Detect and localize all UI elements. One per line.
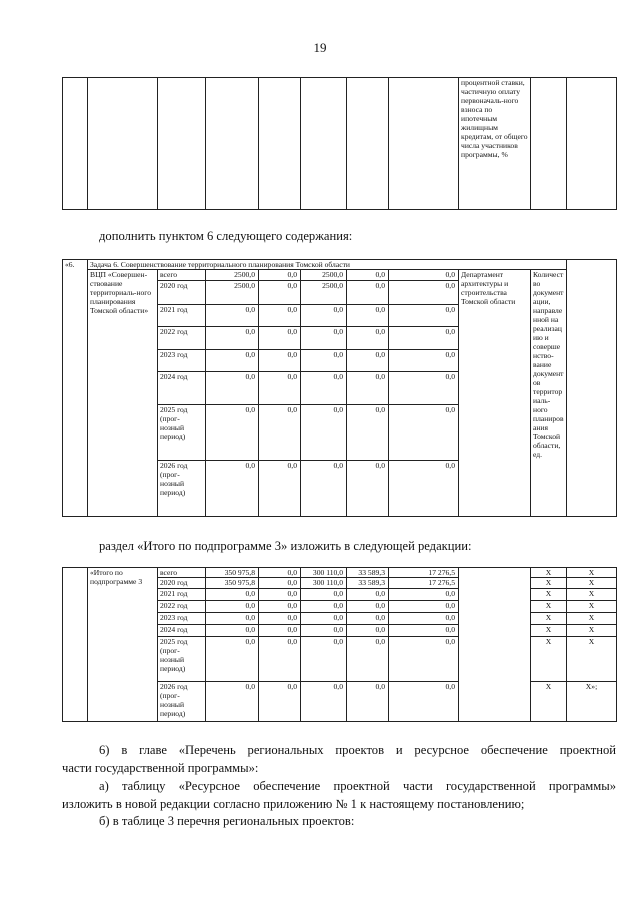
value-cell: 0,0 bbox=[259, 405, 301, 461]
value-cell: 0,0 bbox=[347, 372, 389, 405]
value-cell: 0,0 bbox=[347, 682, 389, 722]
year-cell: 2024 год bbox=[158, 372, 206, 405]
x-cell: X bbox=[531, 637, 567, 682]
value-cell: 0,0 bbox=[347, 461, 389, 517]
value-cell: 0,0 bbox=[259, 568, 301, 578]
year-cell: 2024 год bbox=[158, 625, 206, 637]
value-cell: 0,0 bbox=[301, 327, 347, 350]
year-cell: 2022 год bbox=[158, 601, 206, 613]
value-cell: 300 110,0 bbox=[301, 578, 347, 589]
value-cell: 17 276,5 bbox=[389, 578, 459, 589]
value-cell: 0,0 bbox=[389, 637, 459, 682]
value-cell: 0,0 bbox=[259, 461, 301, 517]
value-cell: 0,0 bbox=[301, 625, 347, 637]
value-cell: 0,0 bbox=[301, 405, 347, 461]
task6-number: «6. bbox=[63, 260, 88, 517]
value-cell: 0,0 bbox=[389, 270, 459, 281]
value-cell: 2500,0 bbox=[301, 281, 347, 305]
value-cell: 0,0 bbox=[259, 578, 301, 589]
x-cell: X bbox=[531, 601, 567, 613]
value-cell: 0,0 bbox=[347, 601, 389, 613]
paragraph-6a-line2: изложить в новой редакции согласно приложению № 1 к настоящему постановлению; bbox=[62, 797, 525, 811]
x-cell: X bbox=[567, 625, 617, 637]
value-cell: 0,0 bbox=[301, 637, 347, 682]
year-cell: 2020 год bbox=[158, 281, 206, 305]
year-cell: 2023 год bbox=[158, 613, 206, 625]
value-cell: 0,0 bbox=[259, 589, 301, 601]
value-cell: 0,0 bbox=[206, 327, 259, 350]
instruction-add-item: дополнить пунктом 6 следующего содержания: bbox=[99, 229, 353, 243]
value-cell: 2500,0 bbox=[206, 270, 259, 281]
x-cell: X bbox=[567, 613, 617, 625]
value-cell: 0,0 bbox=[301, 601, 347, 613]
value-cell: 0,0 bbox=[206, 682, 259, 722]
x-cell: X»; bbox=[567, 682, 617, 722]
value-cell: 0,0 bbox=[389, 625, 459, 637]
paragraph-6-line2: части государственной программы»: bbox=[62, 761, 259, 775]
total-subprogram-3-table bbox=[62, 567, 617, 722]
year-cell: 2025 год (прог-нозный период) bbox=[158, 405, 206, 461]
x-cell: X bbox=[567, 601, 617, 613]
value-cell: 0,0 bbox=[347, 327, 389, 350]
task6-title: Задача 6. Совершенствование территориального планирования Томской области bbox=[88, 260, 567, 270]
value-cell: 0,0 bbox=[347, 350, 389, 372]
year-cell: всего bbox=[158, 568, 206, 578]
value-cell: 350 975,8 bbox=[206, 568, 259, 578]
x-cell: X bbox=[567, 578, 617, 589]
value-cell: 0,0 bbox=[389, 589, 459, 601]
value-cell: 0,0 bbox=[389, 461, 459, 517]
page-number: 19 bbox=[313, 40, 327, 55]
value-cell: 0,0 bbox=[389, 613, 459, 625]
x-cell: X bbox=[531, 682, 567, 722]
value-cell: 0,0 bbox=[206, 461, 259, 517]
table-fragment-top bbox=[62, 77, 617, 210]
paragraph-6a-line1: а) таблицу «Ресурсное обеспечение проектной части государственной программы» bbox=[99, 779, 616, 793]
value-cell: 0,0 bbox=[389, 405, 459, 461]
task6-program: ВЦП «Совершен-ствование территориаль-ного планирования Томской области» bbox=[88, 270, 158, 517]
value-cell: 0,0 bbox=[259, 625, 301, 637]
total-label: «Итого по подпрограмме 3 bbox=[88, 568, 158, 722]
year-cell: 2023 год bbox=[158, 350, 206, 372]
value-cell: 33 589,3 bbox=[347, 578, 389, 589]
value-cell: 33 589,3 bbox=[347, 568, 389, 578]
value-cell: 0,0 bbox=[389, 281, 459, 305]
year-cell: всего bbox=[158, 270, 206, 281]
value-cell: 0,0 bbox=[347, 281, 389, 305]
value-cell: 0,0 bbox=[389, 305, 459, 327]
value-cell: 0,0 bbox=[259, 350, 301, 372]
value-cell: 17 276,5 bbox=[389, 568, 459, 578]
value-cell: 0,0 bbox=[347, 589, 389, 601]
value-cell: 0,0 bbox=[259, 613, 301, 625]
value-cell: 300 110,0 bbox=[301, 568, 347, 578]
value-cell: 0,0 bbox=[301, 461, 347, 517]
value-cell: 0,0 bbox=[389, 682, 459, 722]
task6-indicator: Количество документации, направленной на реализацию и совершенство-вание документов территориаль-ного планирования Томской области, ед. bbox=[531, 270, 567, 517]
value-cell: 0,0 bbox=[389, 327, 459, 350]
value-cell: 0,0 bbox=[259, 372, 301, 405]
value-cell: 2500,0 bbox=[206, 281, 259, 305]
x-cell: X bbox=[531, 625, 567, 637]
indicator-text: процентной ставки, частичную оплату первоначаль-ного взноса по ипотечным жилищным кредитам, от общего числа участников программы, % bbox=[459, 78, 531, 210]
task6-table bbox=[62, 259, 617, 517]
value-cell: 0,0 bbox=[347, 270, 389, 281]
value-cell: 0,0 bbox=[259, 601, 301, 613]
value-cell: 0,0 bbox=[259, 327, 301, 350]
value-cell: 0,0 bbox=[347, 405, 389, 461]
value-cell: 0,0 bbox=[206, 405, 259, 461]
value-cell: 0,0 bbox=[206, 601, 259, 613]
value-cell: 0,0 bbox=[301, 589, 347, 601]
value-cell: 0,0 bbox=[206, 625, 259, 637]
value-cell: 0,0 bbox=[206, 305, 259, 327]
instruction-total-section: раздел «Итого по подпрограмме 3» изложить в следующей редакции: bbox=[99, 539, 472, 553]
x-cell: X bbox=[531, 613, 567, 625]
value-cell: 0,0 bbox=[347, 613, 389, 625]
value-cell: 0,0 bbox=[259, 637, 301, 682]
year-cell: 2021 год bbox=[158, 589, 206, 601]
x-cell: X bbox=[567, 568, 617, 578]
x-cell: X bbox=[531, 578, 567, 589]
value-cell: 0,0 bbox=[301, 372, 347, 405]
value-cell: 0,0 bbox=[301, 613, 347, 625]
value-cell: 0,0 bbox=[301, 350, 347, 372]
year-cell: 2020 год bbox=[158, 578, 206, 589]
value-cell: 0,0 bbox=[206, 637, 259, 682]
year-cell: 2026 год (прог-нозный период) bbox=[158, 682, 206, 722]
value-cell: 0,0 bbox=[301, 305, 347, 327]
value-cell: 0,0 bbox=[206, 350, 259, 372]
value-cell: 0,0 bbox=[259, 270, 301, 281]
x-cell: X bbox=[531, 589, 567, 601]
year-cell: 2021 год bbox=[158, 305, 206, 327]
year-cell: 2026 год (прог-нозный период) bbox=[158, 461, 206, 517]
value-cell: 0,0 bbox=[389, 350, 459, 372]
year-cell: 2025 год (прог-нозный период) bbox=[158, 637, 206, 682]
value-cell: 0,0 bbox=[389, 372, 459, 405]
value-cell: 350 975,8 bbox=[206, 578, 259, 589]
x-cell: X bbox=[531, 568, 567, 578]
value-cell: 0,0 bbox=[301, 682, 347, 722]
value-cell: 2500,0 bbox=[301, 270, 347, 281]
paragraph-6b: б) в таблице 3 перечня региональных проектов: bbox=[99, 814, 355, 828]
value-cell: 0,0 bbox=[347, 305, 389, 327]
x-cell: X bbox=[567, 637, 617, 682]
value-cell: 0,0 bbox=[347, 637, 389, 682]
value-cell: 0,0 bbox=[259, 305, 301, 327]
year-cell: 2022 год bbox=[158, 327, 206, 350]
task6-executor: Департамент архитектуры и строительства Томской области bbox=[459, 270, 531, 517]
value-cell: 0,0 bbox=[389, 601, 459, 613]
x-cell: X bbox=[567, 589, 617, 601]
value-cell: 0,0 bbox=[206, 613, 259, 625]
value-cell: 0,0 bbox=[206, 589, 259, 601]
value-cell: 0,0 bbox=[206, 372, 259, 405]
paragraph-6-line1: 6) в главе «Перечень региональных проектов и ресурсное обеспечение проектной bbox=[99, 743, 616, 757]
value-cell: 0,0 bbox=[259, 682, 301, 722]
value-cell: 0,0 bbox=[347, 625, 389, 637]
value-cell: 0,0 bbox=[259, 281, 301, 305]
